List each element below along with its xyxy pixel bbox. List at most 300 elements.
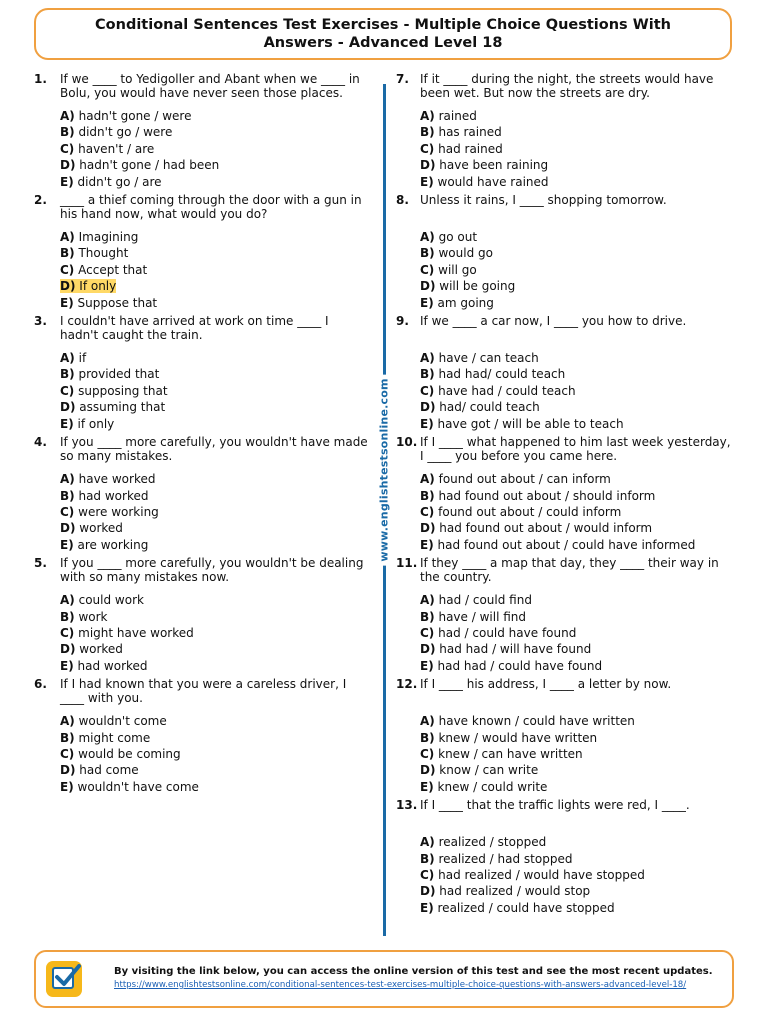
option-letter: B) — [420, 609, 435, 624]
answer-option-content — [60, 246, 128, 260]
option-text: would go — [438, 246, 493, 261]
answer-option — [60, 609, 370, 625]
answer-option — [60, 658, 370, 674]
question-text: If I ____ what happened to him last week yesterday, I ____ you before you came here. — [420, 435, 731, 464]
option-letter: B) — [60, 246, 75, 261]
title-box — [34, 8, 732, 60]
option-letter: E) — [60, 779, 74, 794]
answer-options — [420, 229, 736, 311]
answer-options — [420, 350, 736, 432]
option-text: didn't go / are — [77, 174, 162, 189]
answer-option-content — [420, 384, 576, 398]
answer-option — [420, 399, 736, 415]
option-text: hadn't gone / had been — [79, 158, 220, 173]
option-text: If only — [79, 279, 117, 294]
option-text: found out about / could inform — [438, 504, 622, 519]
answer-option — [60, 713, 370, 729]
answer-option-content — [60, 505, 159, 519]
option-text: had / could find — [438, 593, 532, 608]
checkbox-logo-icon — [46, 961, 82, 997]
question-number: 6. — [34, 677, 47, 692]
option-letter: A) — [420, 593, 435, 608]
answer-option-content — [420, 158, 548, 172]
option-text: has rained — [438, 125, 502, 140]
question-number: 3. — [34, 314, 47, 329]
option-text: are working — [77, 537, 149, 552]
option-text: have been raining — [439, 158, 549, 173]
question-text: If they ____ a map that day, they ____ their way in the country. — [420, 556, 719, 585]
option-letter: C) — [420, 868, 435, 882]
option-letter: C) — [420, 504, 435, 519]
question-text: If you ____ more carefully, you wouldn't have made so many mistakes. — [60, 435, 368, 464]
question-number: 9. — [396, 314, 409, 329]
option-letter: B) — [60, 730, 75, 745]
answer-option — [60, 762, 370, 778]
option-letter: D) — [60, 279, 76, 294]
option-text: knew / could write — [437, 779, 548, 794]
answer-option — [420, 350, 736, 366]
question-number: 13. — [396, 798, 418, 813]
option-letter: A) — [60, 230, 75, 245]
answer-option — [420, 488, 736, 504]
option-letter: D) — [420, 521, 436, 536]
answer-option-content — [60, 489, 148, 503]
option-letter: B) — [60, 125, 75, 140]
answer-option-content — [420, 125, 502, 139]
option-text: realized / stopped — [438, 835, 547, 850]
option-letter: A) — [420, 835, 435, 850]
option-text: am going — [437, 295, 494, 310]
answer-option-content — [60, 731, 150, 745]
answer-option-content — [420, 868, 645, 882]
answer-option — [60, 504, 370, 520]
option-text: have known / could have written — [438, 714, 635, 729]
answer-option-content — [420, 780, 547, 794]
answer-option — [420, 746, 736, 762]
option-letter: E) — [420, 658, 434, 673]
answer-option-content — [420, 296, 494, 310]
answer-option-content — [420, 489, 655, 503]
option-text: had had/ could teach — [438, 367, 566, 382]
answer-option-content — [420, 642, 591, 656]
option-text: didn't go / were — [78, 125, 173, 140]
question-item — [396, 556, 736, 674]
answer-option-content — [60, 417, 114, 431]
answer-option-content — [420, 417, 624, 431]
option-letter: E) — [420, 779, 434, 794]
footer-box — [34, 950, 734, 1008]
option-text: realized / had stopped — [438, 851, 573, 866]
question-number: 7. — [396, 72, 409, 86]
option-text: were working — [78, 504, 159, 519]
answer-option — [60, 366, 370, 382]
option-text: realized / could have stopped — [437, 900, 615, 915]
answer-option — [60, 383, 370, 399]
footer-text: By visiting the link below, you can access the online version of this test and see the most recent updates. — [114, 966, 713, 977]
question-text: If I ____ that the traffic lights were red, I ____. — [420, 798, 690, 813]
option-letter: B) — [420, 367, 435, 382]
answer-option — [60, 229, 370, 245]
answer-options — [60, 713, 370, 795]
option-text: had come — [79, 763, 139, 778]
answer-options — [60, 229, 370, 311]
option-letter: E) — [60, 658, 74, 673]
question-text: Unless it rains, I ____ shopping tomorrow. — [420, 193, 667, 208]
answer-option — [420, 883, 736, 899]
answer-option-content — [60, 780, 199, 794]
answer-option-content — [420, 626, 576, 640]
option-text: Thought — [78, 246, 129, 261]
option-letter: A) — [60, 714, 75, 729]
option-text: provided that — [78, 367, 160, 382]
answer-option-content — [420, 351, 539, 365]
highlighted-answer — [60, 279, 116, 293]
option-text: have worked — [78, 472, 156, 487]
answer-option-content — [420, 505, 621, 519]
answer-option — [420, 471, 736, 487]
option-text: would have rained — [437, 174, 549, 189]
option-letter: E) — [420, 416, 434, 431]
answer-option-content — [420, 901, 615, 915]
answer-option — [60, 592, 370, 608]
answer-option — [60, 537, 370, 553]
question-item — [30, 435, 370, 553]
question-item — [396, 798, 736, 916]
option-letter: D) — [60, 158, 76, 173]
question-item — [30, 72, 370, 190]
option-text: Accept that — [78, 262, 148, 277]
answer-option-content — [60, 538, 148, 552]
option-text: had had / will have found — [439, 642, 592, 657]
option-letter: A) — [60, 472, 75, 487]
answer-option-content — [60, 747, 181, 761]
answer-option — [420, 141, 736, 157]
answer-option — [420, 641, 736, 657]
answer-option-content — [60, 367, 159, 381]
answer-option — [60, 641, 370, 657]
answer-option-content — [420, 472, 611, 486]
option-letter: C) — [60, 625, 75, 640]
option-text: rained — [438, 109, 477, 123]
option-letter: C) — [60, 262, 75, 277]
answer-option-content — [420, 763, 538, 777]
answer-option-content — [60, 659, 148, 673]
answer-option — [60, 157, 370, 173]
option-text: have / will find — [438, 609, 526, 624]
option-letter: C) — [60, 141, 75, 156]
answer-option-content — [420, 279, 515, 293]
option-text: wouldn't come — [78, 714, 167, 729]
option-letter: B) — [420, 125, 435, 140]
option-text: know / can write — [439, 763, 539, 778]
question-item — [396, 435, 736, 553]
option-text: found out about / can inform — [438, 472, 611, 487]
option-letter: E) — [420, 174, 434, 189]
answer-option-content — [60, 296, 157, 310]
option-text: had found out about / could have informed — [437, 537, 696, 552]
option-letter: E) — [420, 900, 434, 915]
question-number: 10. — [396, 435, 418, 450]
answer-option-content — [420, 714, 635, 728]
answer-option-content — [60, 175, 162, 189]
answer-option — [60, 174, 370, 190]
option-letter: D) — [420, 400, 436, 415]
option-text: had worked — [78, 488, 149, 503]
answer-option — [60, 416, 370, 432]
option-letter: B) — [420, 246, 435, 261]
option-text: have had / could teach — [438, 383, 576, 398]
answer-option — [60, 488, 370, 504]
answer-options — [60, 108, 370, 190]
option-text: had found out about / would inform — [439, 521, 653, 536]
footer-link[interactable]: https://www.englishtestsonline.com/conditional-sentences-test-exercises-multiple-choice-questions-with-answers-advanced-level-18/ — [114, 980, 687, 990]
option-letter: E) — [60, 295, 74, 310]
question-number: 11. — [396, 556, 418, 571]
answer-option — [60, 730, 370, 746]
option-letter: C) — [420, 262, 435, 277]
option-letter: A) — [60, 593, 75, 608]
answer-option — [420, 762, 736, 778]
option-letter: C) — [420, 383, 435, 398]
answer-option — [420, 851, 736, 867]
answer-option — [420, 174, 736, 190]
answer-option — [420, 124, 736, 140]
option-text: go out — [438, 230, 478, 245]
option-text: have got / will be able to teach — [437, 416, 624, 431]
option-letter: A) — [420, 351, 435, 366]
option-letter: D) — [420, 642, 436, 657]
option-text: worked — [79, 642, 123, 657]
answer-option — [420, 779, 736, 795]
answer-option-content — [60, 626, 194, 640]
question-item — [396, 314, 736, 432]
option-letter: A) — [420, 109, 435, 123]
answer-option-content — [420, 400, 540, 414]
answer-option-content — [60, 714, 167, 728]
option-letter: D) — [60, 400, 76, 415]
page-title-line1: Conditional Sentences Test Exercises - Multiple Choice Questions With — [95, 17, 671, 33]
option-text: if — [78, 351, 87, 366]
answer-option-content — [60, 351, 86, 365]
question-number: 5. — [34, 556, 47, 571]
answer-option-content — [420, 246, 493, 260]
answer-options — [420, 108, 736, 190]
option-letter: A) — [420, 472, 435, 487]
answer-option — [420, 713, 736, 729]
option-letter: E) — [60, 174, 74, 189]
question-text: If it ____ during the night, the streets would have been wet. But now the streets are dry. — [420, 72, 714, 100]
option-text: knew / can have written — [438, 746, 583, 761]
option-text: will be going — [439, 279, 516, 294]
question-number: 12. — [396, 677, 418, 692]
option-letter: C) — [420, 746, 435, 761]
question-number: 4. — [34, 435, 47, 450]
question-item — [30, 193, 370, 311]
answer-option-content — [420, 230, 477, 244]
answer-option-content — [420, 263, 477, 277]
option-letter: D) — [420, 279, 436, 294]
answer-option — [420, 834, 736, 850]
answer-option — [60, 399, 370, 415]
question-text: If I ____ his address, I ____ a letter by now. — [420, 677, 672, 692]
answer-option — [420, 295, 736, 311]
answer-option — [420, 592, 736, 608]
answer-option — [60, 779, 370, 795]
answer-option-content — [420, 175, 549, 189]
option-text: Imagining — [78, 230, 139, 245]
option-letter: D) — [60, 642, 76, 657]
option-text: knew / would have written — [438, 730, 598, 745]
option-text: hadn't gone / were — [78, 109, 192, 123]
option-text: will go — [438, 262, 477, 277]
answer-option-content — [60, 230, 138, 244]
question-item — [30, 556, 370, 674]
answer-option — [60, 520, 370, 536]
page-title-line2: Answers - Advanced Level 18 — [263, 35, 503, 51]
answer-option-content — [420, 538, 695, 552]
option-letter: E) — [420, 295, 434, 310]
option-text: might come — [78, 730, 151, 745]
option-text: had/ could teach — [439, 400, 540, 415]
option-letter: B) — [420, 488, 435, 503]
answer-option-content — [60, 109, 191, 123]
answer-options — [60, 592, 370, 674]
question-number: 1. — [34, 72, 47, 86]
answer-option — [60, 124, 370, 140]
answer-option — [60, 625, 370, 641]
answer-option-content — [420, 593, 532, 607]
option-letter: D) — [60, 521, 76, 536]
answer-option — [420, 229, 736, 245]
answer-option-content — [60, 158, 219, 172]
questions-right-column — [396, 72, 736, 919]
option-letter: E) — [60, 537, 74, 552]
answer-option — [420, 520, 736, 536]
option-text: assuming that — [79, 400, 166, 415]
option-letter: C) — [60, 383, 75, 398]
question-text: If we ____ a car now, I ____ you how to drive. — [420, 314, 687, 329]
question-item — [396, 193, 736, 311]
question-number: 2. — [34, 193, 47, 208]
option-letter: D) — [420, 158, 436, 173]
answer-option — [420, 245, 736, 261]
option-text: might have worked — [78, 625, 194, 640]
answer-options — [420, 834, 736, 916]
answer-option-content — [60, 142, 154, 156]
answer-option-content — [60, 472, 155, 486]
option-letter: E) — [60, 416, 74, 431]
answer-option — [420, 108, 736, 124]
option-letter: C) — [60, 746, 75, 761]
answer-option-content — [60, 263, 147, 277]
answer-option — [60, 278, 370, 294]
option-text: had worked — [77, 658, 148, 673]
answer-option — [60, 746, 370, 762]
question-item — [396, 677, 736, 795]
question-item — [396, 72, 736, 190]
answer-option-content — [420, 852, 572, 866]
option-text: have / can teach — [438, 351, 539, 366]
answer-option — [60, 141, 370, 157]
answer-option-content — [420, 835, 546, 849]
answer-options — [420, 592, 736, 674]
question-item — [30, 314, 370, 432]
option-letter: B) — [420, 730, 435, 745]
answer-option-content — [420, 884, 590, 898]
question-number: 8. — [396, 193, 409, 208]
answer-option — [60, 262, 370, 278]
answer-option-content — [420, 659, 602, 673]
option-letter: A) — [60, 351, 75, 366]
option-text: could work — [78, 593, 144, 608]
option-letter: B) — [60, 488, 75, 503]
answer-option-content — [60, 593, 144, 607]
answer-option — [420, 609, 736, 625]
questions-left-column — [30, 72, 370, 798]
option-letter: D) — [420, 763, 436, 778]
answer-option — [420, 625, 736, 641]
option-letter: B) — [60, 609, 75, 624]
answer-option — [60, 108, 370, 124]
option-text: had realized / would stop — [439, 884, 591, 899]
answer-option-content — [60, 521, 123, 535]
answer-option — [60, 245, 370, 261]
option-letter: A) — [420, 714, 435, 729]
answer-option — [420, 658, 736, 674]
answer-option — [60, 295, 370, 311]
answer-option — [420, 537, 736, 553]
option-letter: B) — [420, 851, 435, 866]
option-letter: A) — [420, 230, 435, 245]
option-text: if only — [77, 416, 115, 431]
option-text: Suppose that — [77, 295, 158, 310]
option-letter: C) — [420, 625, 435, 640]
answer-option-content — [420, 109, 477, 123]
answer-option — [420, 262, 736, 278]
answer-option-content — [420, 521, 652, 535]
option-text: haven't / are — [78, 141, 155, 156]
answer-option — [420, 366, 736, 382]
answer-option-content — [60, 384, 168, 398]
answer-option — [420, 504, 736, 520]
answer-options — [420, 471, 736, 553]
option-text: worked — [79, 521, 123, 536]
question-text: If I had known that you were a careless driver, I ____ with you. — [60, 677, 347, 706]
answer-option-content — [420, 142, 503, 156]
option-text: would be coming — [78, 746, 181, 761]
option-text: had had / could have found — [437, 658, 603, 673]
answer-options — [60, 471, 370, 553]
option-letter: D) — [420, 884, 436, 899]
answer-options — [60, 350, 370, 432]
option-text: wouldn't have come — [77, 779, 199, 794]
option-text: had / could have found — [438, 625, 577, 640]
question-text: If we ____ to Yedigoller and Abant when we ____ in Bolu, you would have never seen those places. — [60, 72, 360, 100]
option-letter: E) — [420, 537, 434, 552]
answer-option-content — [60, 763, 139, 777]
option-letter: B) — [60, 367, 75, 382]
answer-option-content — [420, 747, 583, 761]
answer-option — [60, 350, 370, 366]
answer-option-content — [420, 610, 526, 624]
option-letter: C) — [60, 504, 75, 519]
answer-option — [420, 867, 736, 883]
option-text: had found out about / should inform — [438, 488, 656, 503]
answer-options — [420, 713, 736, 795]
option-letter: C) — [420, 141, 435, 156]
answer-option-content — [420, 731, 597, 745]
option-text: supposing that — [78, 383, 168, 398]
